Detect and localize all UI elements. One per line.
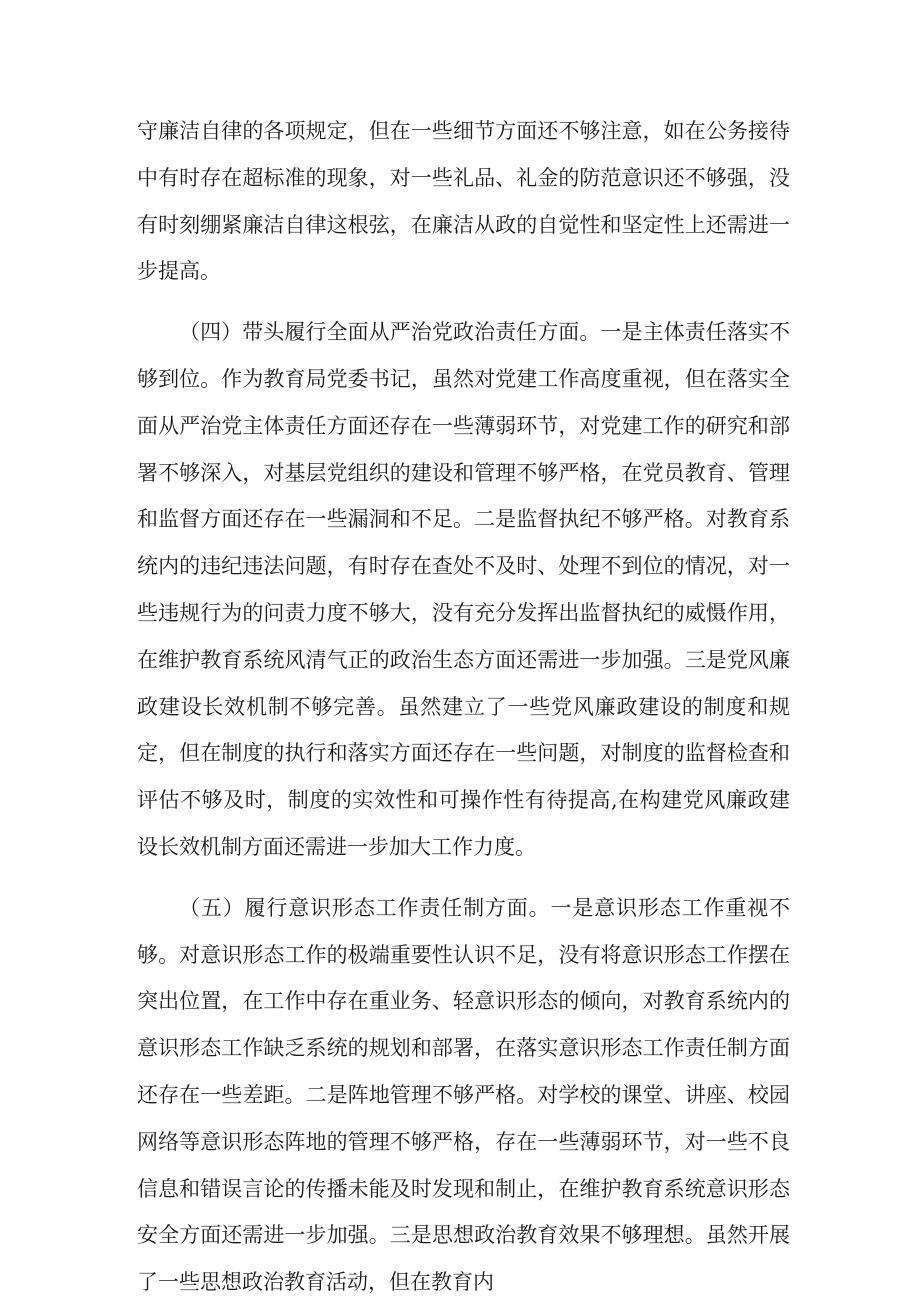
document-body [137, 108, 790, 1306]
paragraph-section-five: （五）履行意识形态工作责任制方面。一是意识形态工作重视不够。对意识形态工作的极端重要性认识不足，没有将意识形态工作摆在突出位置，在工作中存在重业务、轻意识形态的倾向，对教育系统内的意识形态工作缺乏系统的规划和部署，在落实意识形态工作责任制方面还存在一些差距。二是阵地管理不够严格。对学校的课堂、讲座、校园网络等意识形态阵地的管理不够严格，存在一些薄弱环节，对一些不良信息和错误言论的传播未能及时发现和制止，在维护教育系统意识形态安全方面还需进一步加强。三是思想政治教育效果不够理想。虽然开展了一些思想政治教育活动，但在教育内 [137, 895, 790, 1295]
paragraph-section-four: （四）带头履行全面从严治党政治责任方面。一是主体责任落实不够到位。作为教育局党委书记，虽然对党建工作高度重视，但在落实全面从严治党主体责任方面还存在一些薄弱环节，对党建工作的研究和部署不够深入，对基层党组织的建设和管理不够严格，在党员教育、管理和监督方面还存在一些漏洞和不足。二是监督执纪不够严格。对教育系统内的违纪违法问题，有时存在查处不及时、处理不到位的情况，对一些违规行为的问责力度不够大，没有充分发挥出监督执纪的威慑作用，在维护教育系统风清气正的政治生态方面还需进一步加强。三是党风廉政建设长效机制不够完善。虽然建立了一些党风廉政建设的制度和规定，但在制度的执行和落实方面还存在一些问题，对制度的监督检查和评估不够及时，制度的实效性和可操作性有待提高,在构建党风廉政建设长效机制方面还需进一步加大工作力度。 [137, 320, 790, 859]
paragraph-continuation: 守廉洁自律的各项规定，但在一些细节方面还不够注意，如在公务接待中有时存在超标准的现象，对一些礼品、礼金的防范意识还不够强，没有时刻绷紧廉洁自律这根弦，在廉洁从政的自觉性和坚定性上还需进一步提高。 [137, 119, 790, 284]
